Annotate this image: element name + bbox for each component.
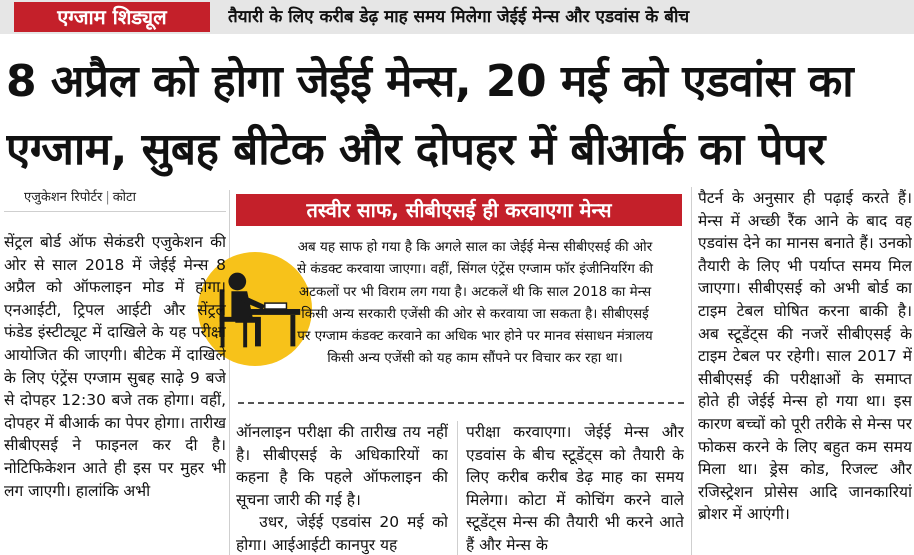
article-column-1 xyxy=(4,231,226,555)
byline xyxy=(24,187,224,209)
section-tag: एग्जाम शिड्यूल xyxy=(14,2,210,32)
column-rule-right xyxy=(691,187,692,555)
kicker-line: तैयारी के लिए करीब डेढ़ माह समय मिलेगा जेईई मेन्स और एडवांस के बीच xyxy=(228,7,690,27)
reporter-name: एजुकेशन रिपोर्टर xyxy=(24,190,103,205)
column-1-text: सेंट्रल बोर्ड ऑफ सेकंडरी एजुकेशन की ओर से साल 2018 में जेईई मेन्स 8 अप्रैल को ऑफलाइन मोड में होगा। एनआईटी, ट्रिपल आईटी और सेंट्रल फंडेड इंस्टीट्यूट में दाखिले के यह परीक्षा आयोजित की जाएगी। बीटेक में दाखिले के लिए एंट्रेंस एग्जाम सुबह साढ़े 9 बजे से दोपहर 12:30 बजे तक होगा। वहीं, दोपहर में बीआर्क का पेपर होगा। तारीख सीबीएसई ने फाइनल कर दी है। नोटिफिकेशन आते ही इस पर मुहर भी लग जाएगी। हालांकि अभी xyxy=(4,233,226,500)
column-rule-mid xyxy=(457,421,458,555)
article-column-2 xyxy=(236,421,448,555)
column-2-text-b: उधर, जेईई एडवांस 20 मई को होगा। आईआईटी कानपुर यह xyxy=(236,513,448,554)
column-right-text: पैटर्न के अनुसार ही पढ़ाई करते हैं। मेन्स में अच्छी रैंक आने के बाद वह एडवांस देने का मानस बनाते हैं। उनको तैयारी के लिए भी पर्याप्त समय मिल जाएगा। सीबीएसई को अभी बोर्ड का टाइम टेबल घोषित करना बाकी है। अब स्टूडेंट्स की नजरें सीबीएसई के टाइम टेबल पर रहेगी। साल 2017 में सीबीएसई की परीक्षाओं के समाप्त होते ही जेईई मेन्स हो गया था। इस कारण बच्चों को पूरी तरीके से मेन्स पर फोकस करने के लिए बहुत कम समय मिला था। ड्रेस कोड, रिजल्ट और रजिस्ट्रेशन प्रोसेस आदि जानकारियां ब्रोशर में आएंगी। xyxy=(698,189,912,524)
byline-separator: | xyxy=(105,190,110,205)
column-2-text: ऑनलाइन परीक्षा की तारीख तय नहीं है। सीबीएसई के अधिकारियों का कहना है कि पहले ऑफलाइन की सूचना जारी की गई है। xyxy=(236,423,448,509)
intro-paragraph: अब यह साफ हो गया है कि अगले साल का जेईई मेन्स सीबीएसई की ओर से कंडक्ट करवाया जाएगा। वहीं, सिंगल एंट्रेंस एग्जाम फॉर इंजीनियरिंग की अटकलों पर भी विराम लग गया है। अटकलें थी कि साल 2018 का मेन्स किसी अन्य सरकारी एजेंसी की ओर से करवाया जा सकता है। सीबीएसई पर एग्जाम कंडक्ट करवाने का अधिक भार होने पर मानव संसाधन मंत्रालय किसी अन्य एजेंसी को यह काम सौंपने पर विचार कर रहा था। xyxy=(296,239,653,367)
headline-line-2: एग्जाम, सुबह बीटेक और दोपहर में बीआर्क का पेपर xyxy=(6,124,825,175)
column-rule-left xyxy=(229,190,230,555)
headline-line-1: 8 अप्रैल को होगा जेईई मेन्स, 20 मई को एडवांस का xyxy=(6,56,854,107)
subheadline-box: तस्वीर साफ, सीबीएसई ही करवाएगा मेन्स xyxy=(236,194,682,226)
byline-rule xyxy=(4,211,226,212)
dashed-divider xyxy=(238,402,684,404)
column-3-text: परीक्षा करवाएगा। जेईई मेन्स और एडवांस के बीच स्टूडेंट्स को तैयारी के लिए करीब करीब डेढ़ माह का समय मिलेगा। कोटा में कोचिंग करने वाले स्टूडेंट्स मेन्स की तैयारी भी करने आते हैं और मेन्स के xyxy=(466,423,684,554)
article-column-3 xyxy=(466,421,684,555)
article-column-right xyxy=(698,187,912,555)
dateline-city: कोटा xyxy=(112,190,136,205)
